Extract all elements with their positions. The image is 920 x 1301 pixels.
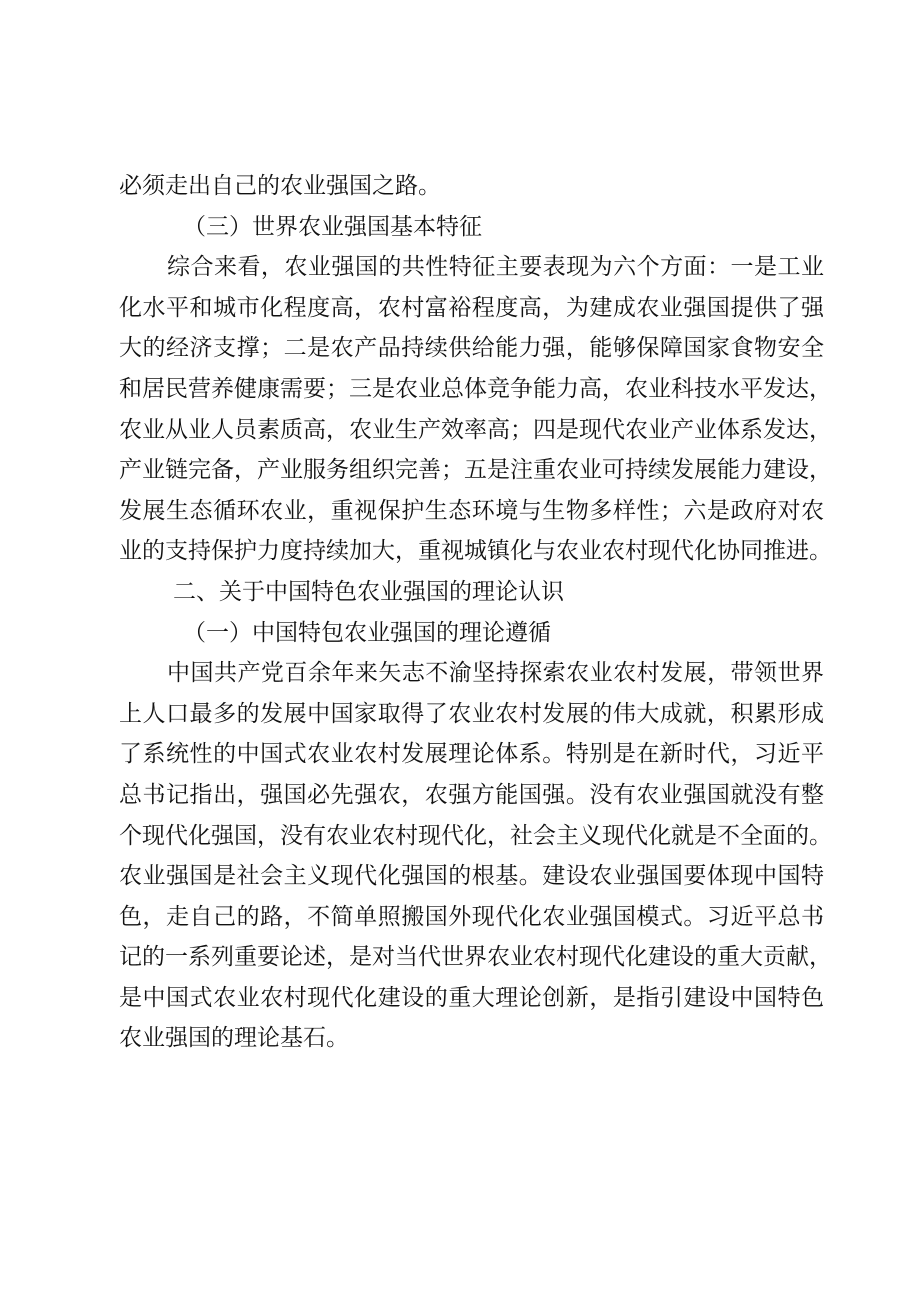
paragraph-line: 中国共产党百余年来矢志不渝坚持探索农业农村发展，带领世界 [167, 660, 824, 687]
section-heading: （一）中国特包农业强国的理论遵循 [183, 619, 551, 646]
paragraph-line: 产业链完备，产业服务组织完善；五是注重农业可持续发展能力建设， [119, 457, 832, 484]
section-heading: （三）世界农业强国基本特征 [183, 213, 482, 240]
paragraph-line: 农业强国的理论基石。 [119, 1025, 349, 1052]
paragraph-line: 业的支持保护力度持续加大，重视城镇化与农业农村现代化协同推进。 [119, 538, 832, 565]
paragraph-line: 上人口最多的发展中国家取得了农业农村发展的伟大成就，积累形成 [119, 700, 824, 727]
chapter-heading: 二、关于中国特色农业强国的理论认识 [173, 578, 564, 605]
paragraph-line: 是中国式农业农村现代化建设的重大理论创新，是指引建设中国特色 [119, 984, 824, 1011]
paragraph-line: 个现代化强国，没有农业农村现代化，社会主义现代化就是不全面的。 [119, 822, 832, 849]
paragraph-line: 发展生态循环农业，重视保护生态环境与生物多样性；六是政府对农 [119, 497, 824, 524]
paragraph-line: 和居民营养健康需要；三是农业总体竞争能力高，农业科技水平发达， [119, 375, 832, 402]
document-body [119, 166, 832, 1059]
paragraph-line: 记的一系列重要论述，是对当代世界农业农村现代化建设的重大贡献， [119, 944, 832, 971]
paragraph-line: 大的经济支撑；二是农产品持续供给能力强，能够保障国家食物安全 [119, 335, 824, 362]
paragraph-line: 总书记指出，强国必先强农，农强方能国强。没有农业强国就没有整 [119, 781, 824, 808]
paragraph-line: 必须走出自己的农业强国之路。 [119, 173, 441, 199]
paragraph-line: 了系统性的中国式农业农村发展理论体系。特别是在新时代，习近平 [119, 741, 824, 768]
paragraph-line: 农业从业人员素质高，农业生产效率高；四是现代农业产业体系发达， [119, 416, 832, 443]
paragraph-line: 综合来看，农业强国的共性特征主要表现为六个方面：一是工业 [167, 254, 824, 281]
paragraph-line: 色，走自己的路，不简单照搬国外现代化农业强国模式。习近平总书 [119, 903, 824, 930]
paragraph-line: 化水平和城市化程度高，农村富裕程度高，为建成农业强国提供了强 [119, 294, 824, 321]
paragraph-line: 农业强国是社会主义现代化强国的根基。建设农业强国要体现中国特 [119, 863, 824, 890]
